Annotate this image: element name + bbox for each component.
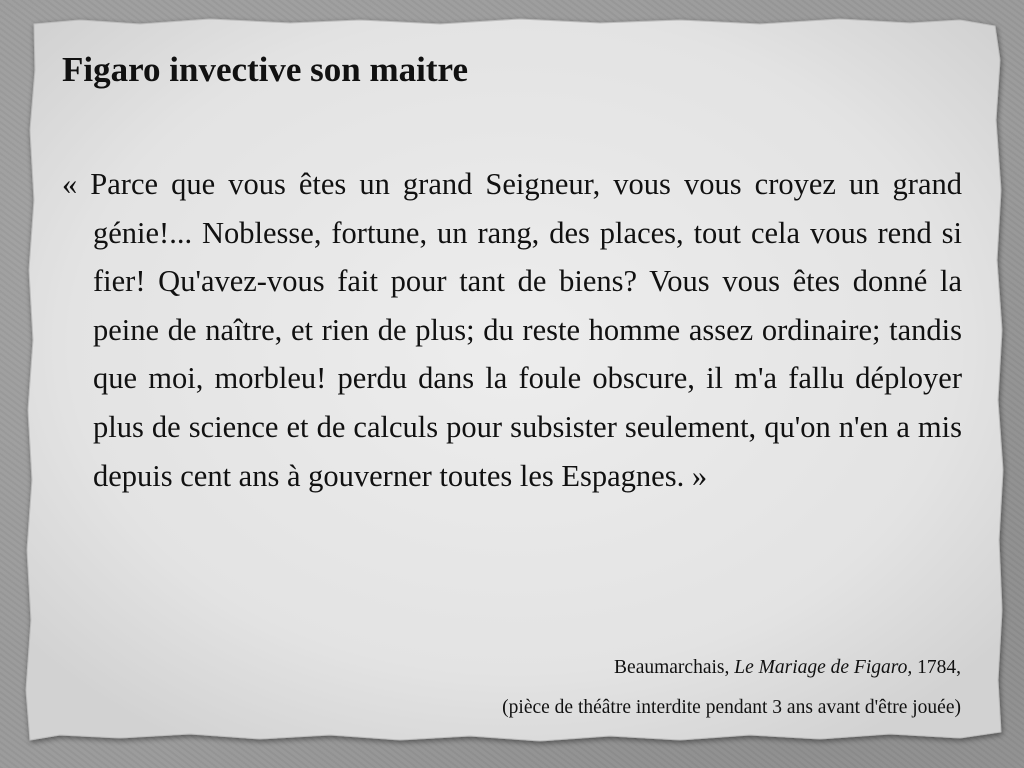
attribution-work-title: Le Mariage de Figaro, (734, 657, 913, 678)
attribution-author: Beaumarchais, (614, 657, 735, 678)
attribution-note: (pièce de théâtre interdite pendant 3 ans avant d'être jouée) (502, 697, 961, 718)
quote-paragraph: « Parce que vous êtes un grand Seigneur, vous vous croyez un grand génie!... Noblesse, fortune, un rang, des places, tout cela vous rend si fier! Qu'avez-vous fait pour tant de biens? Vous vous êtes donné la peine de naître, et rien de plus; du reste homme assez ordinaire; tandis que moi, morbleu! perdu dans la foule obscure, il m'a fallu déployer plus de science et de calculs pour subsister seulement, qu'on n'en a mis depuis cent ans à gouverner toutes les Espagnes. » (62, 167, 962, 493)
attribution-line (614, 654, 961, 682)
slide-title: Figaro invective son maitre (62, 50, 468, 89)
attribution-year: 1784, (912, 657, 961, 678)
